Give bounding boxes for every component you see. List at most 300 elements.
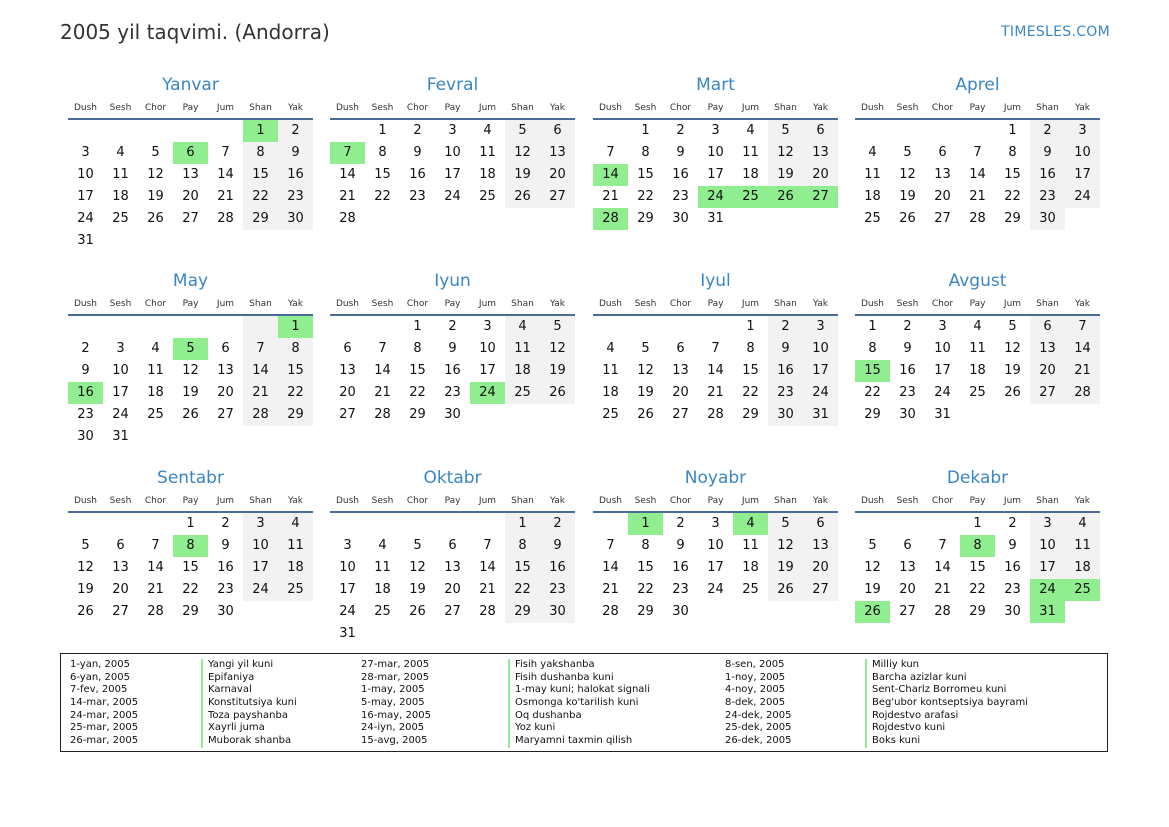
day-cell: 5 [151, 145, 160, 160]
day-cell: 16 [409, 167, 426, 182]
day-cell: 25 [112, 211, 129, 226]
day-cell: 12 [540, 338, 575, 360]
weekday-label: Sesh [371, 299, 394, 309]
day-cell: 8 [868, 341, 877, 356]
day-cell: 23 [77, 407, 94, 422]
weekday-label: Pay [444, 299, 461, 309]
day-cell: 17 [1065, 164, 1100, 186]
weekday-label: Pay [444, 103, 461, 113]
day-cell-empty [768, 601, 803, 623]
day-cell: 2 [540, 513, 575, 535]
day-cell: 22 [374, 189, 391, 204]
weekday-label: Shan [1036, 299, 1059, 309]
day-cell: 21 [374, 385, 391, 400]
day-cell: 12 [505, 142, 540, 164]
day-cell: 14 [707, 363, 724, 378]
day-cell: 12 [1004, 341, 1021, 356]
legend-date: 1-may, 2005 [361, 684, 425, 696]
weekday-label: Sesh [634, 103, 657, 113]
legend-holiday-name: 1-may kuni; halokat signali [508, 684, 650, 697]
day-cell: 16 [278, 164, 313, 186]
day-cell: 10 [1030, 535, 1065, 557]
day-cell: 21 [479, 582, 496, 597]
day-cell: 14 [602, 560, 619, 575]
day-cell: 15 [969, 560, 986, 575]
day-cell: 1 [746, 319, 755, 334]
weekday-label: Shan [774, 103, 797, 113]
legend-holiday-name: Milliy kun [865, 659, 1028, 672]
day-cell-empty [1065, 601, 1100, 623]
day-cell-empty [663, 316, 698, 338]
day-cell: 18 [278, 557, 313, 579]
holiday-day-cell: 26 [855, 601, 890, 623]
day-cell-empty [1030, 404, 1065, 426]
day-cell: 22 [1004, 189, 1021, 204]
day-cell: 10 [803, 338, 838, 360]
day-cell-empty [435, 208, 470, 230]
day-cell: 13 [1030, 338, 1065, 360]
weekday-label: Yak [288, 496, 303, 506]
holiday-day-cell: 25 [733, 186, 768, 208]
day-cell-empty [173, 426, 208, 448]
day-cell: 7 [606, 538, 615, 553]
day-cell: 21 [602, 582, 619, 597]
weekday-header [593, 98, 838, 118]
legend-holiday-name: Toza payshanba [201, 710, 297, 723]
day-cell: 3 [1030, 513, 1065, 535]
holiday-day-cell: 8 [173, 535, 208, 557]
day-cell: 14 [147, 560, 164, 575]
weekday-label: Shan [511, 103, 534, 113]
day-cell: 27 [899, 604, 916, 619]
day-cell: 3 [1065, 120, 1100, 142]
legend-date: 27-mar, 2005 [361, 659, 430, 670]
day-cell: 8 [378, 145, 387, 160]
day-cell: 16 [1030, 164, 1065, 186]
legend-holiday-name: Konstitutsiya kuni [201, 697, 297, 710]
day-cell: 30 [217, 604, 234, 619]
day-cell-empty [243, 230, 278, 252]
day-cell-empty [400, 623, 435, 645]
day-cell: 30 [77, 429, 94, 444]
day-cell: 15 [243, 164, 278, 186]
day-cell: 28 [707, 407, 724, 422]
day-cell: 9 [221, 538, 230, 553]
day-cell: 28 [602, 604, 619, 619]
day-cell: 5 [641, 341, 650, 356]
day-cell: 29 [505, 601, 540, 623]
day-cell: 17 [112, 385, 129, 400]
day-cell-empty [855, 120, 890, 142]
legend-holiday-name: Rojdestvo arafasi [865, 710, 1028, 723]
day-cell: 29 [243, 208, 278, 230]
day-cell: 21 [243, 382, 278, 404]
legend-holiday-name: Karnaval [201, 684, 297, 697]
weekday-label: Shan [249, 496, 272, 506]
weekday-label: Yak [813, 103, 828, 113]
day-cell-empty [890, 120, 925, 142]
day-grid [68, 316, 313, 448]
day-cell: 6 [221, 341, 230, 356]
weekday-label: Jum [741, 299, 760, 309]
day-cell-empty [593, 513, 628, 535]
day-cell: 28 [374, 407, 391, 422]
day-cell: 29 [969, 604, 986, 619]
day-cell: 26 [899, 211, 916, 226]
day-cell: 7 [151, 538, 160, 553]
day-cell-empty [208, 426, 243, 448]
day-cell-empty [243, 316, 278, 338]
day-cell: 17 [77, 189, 94, 204]
weekday-label: Sesh [896, 496, 919, 506]
day-cell-empty [925, 513, 960, 535]
day-cell: 26 [77, 604, 94, 619]
day-cell: 3 [711, 123, 720, 138]
day-cell: 25 [742, 582, 759, 597]
day-cell-empty [540, 404, 575, 426]
legend-holiday-name: Epifaniya [201, 672, 297, 685]
day-cell: 15 [637, 167, 654, 182]
weekday-label: Jum [216, 496, 235, 506]
day-cell: 25 [278, 579, 313, 601]
day-cell: 23 [1030, 186, 1065, 208]
holiday-day-cell: 4 [733, 513, 768, 535]
day-cell: 19 [899, 189, 916, 204]
day-cell: 3 [343, 538, 352, 553]
weekday-label: Chor [406, 299, 429, 309]
day-cell: 1 [378, 123, 387, 138]
day-cell: 31 [112, 429, 129, 444]
day-cell-empty [173, 316, 208, 338]
day-cell: 8 [641, 145, 650, 160]
weekday-label: Dush [335, 496, 360, 506]
day-cell: 22 [864, 385, 881, 400]
month-name: Aprel [955, 75, 1000, 95]
day-grid [593, 513, 838, 623]
weekday-label: Jum [1003, 103, 1022, 113]
day-cell: 22 [637, 189, 654, 204]
weekday-label: Dush [860, 299, 885, 309]
month-name: Avgust [948, 271, 1007, 291]
day-cell: 25 [479, 189, 496, 204]
weekday-label: Chor [144, 496, 167, 506]
day-cell: 2 [278, 120, 313, 142]
day-cell: 27 [803, 579, 838, 601]
weekday-label: Sesh [109, 299, 132, 309]
day-cell: 29 [182, 604, 199, 619]
day-cell: 9 [676, 145, 685, 160]
day-cell: 22 [409, 385, 426, 400]
day-cell: 16 [768, 360, 803, 382]
day-cell-empty [173, 120, 208, 142]
day-cell: 27 [934, 211, 951, 226]
day-cell: 14 [339, 167, 356, 182]
day-cell: 9 [413, 145, 422, 160]
day-cell: 1 [868, 319, 877, 334]
month-oktabr [330, 467, 575, 645]
legend-dates-2 [361, 659, 431, 748]
day-cell: 8 [243, 142, 278, 164]
day-cell: 13 [672, 363, 689, 378]
day-cell: 11 [479, 145, 496, 160]
day-cell-empty [505, 623, 540, 645]
weekday-label: Shan [511, 496, 534, 506]
day-grid [330, 513, 575, 645]
day-cell-empty [628, 316, 663, 338]
day-cell: 20 [899, 582, 916, 597]
day-cell: 21 [147, 582, 164, 597]
day-cell: 31 [934, 407, 951, 422]
weekday-label: Yak [1075, 496, 1090, 506]
day-cell: 26 [147, 211, 164, 226]
day-cell: 11 [602, 363, 619, 378]
day-cell: 11 [742, 538, 759, 553]
weekday-label: Shan [774, 299, 797, 309]
weekday-label: Dush [335, 103, 360, 113]
day-cell: 8 [1008, 145, 1017, 160]
day-cell-empty [925, 120, 960, 142]
weekday-label: Shan [1036, 103, 1059, 113]
legend-holiday-name: Rojdestvo kuni [865, 722, 1028, 735]
day-cell: 23 [672, 582, 689, 597]
day-cell: 25 [864, 211, 881, 226]
day-cell: 14 [374, 363, 391, 378]
day-cell: 30 [1030, 208, 1065, 230]
weekday-header [68, 98, 313, 118]
day-cell: 19 [77, 582, 94, 597]
day-cell-empty [1065, 404, 1100, 426]
day-cell: 6 [676, 341, 685, 356]
day-cell-empty [733, 208, 768, 230]
weekday-label: Chor [931, 496, 954, 506]
day-cell-empty [278, 601, 313, 623]
day-cell: 23 [409, 189, 426, 204]
day-cell-empty [365, 623, 400, 645]
weekday-label: Dush [335, 299, 360, 309]
day-cell: 23 [540, 579, 575, 601]
day-cell: 23 [899, 385, 916, 400]
day-cell-empty [278, 230, 313, 252]
day-cell-empty [470, 623, 505, 645]
day-cell: 21 [934, 582, 951, 597]
day-cell: 13 [540, 142, 575, 164]
day-cell: 5 [903, 145, 912, 160]
day-cell: 27 [112, 604, 129, 619]
legend-holiday-name: Maryamni taxmin qilish [508, 735, 650, 748]
day-cell: 15 [742, 363, 759, 378]
day-cell: 13 [803, 535, 838, 557]
day-cell: 2 [676, 123, 685, 138]
day-cell: 10 [707, 538, 724, 553]
day-cell-empty [435, 623, 470, 645]
holiday-day-cell: 24 [470, 382, 505, 404]
day-grid [593, 316, 838, 426]
legend-date: 24-iyn, 2005 [361, 722, 425, 734]
day-cell: 13 [803, 142, 838, 164]
legend-dates-3 [725, 659, 791, 748]
day-cell: 4 [746, 123, 755, 138]
holiday-day-cell: 1 [628, 513, 663, 535]
day-cell: 9 [1030, 142, 1065, 164]
weekday-label: Sesh [896, 103, 919, 113]
holiday-day-cell: 8 [960, 535, 995, 557]
legend-date: 6-yan, 2005 [70, 671, 130, 683]
day-cell: 8 [641, 538, 650, 553]
day-cell: 15 [1004, 167, 1021, 182]
day-cell: 7 [606, 145, 615, 160]
day-cell: 3 [711, 516, 720, 531]
day-grid [330, 120, 575, 230]
day-cell: 10 [444, 145, 461, 160]
day-cell: 21 [1065, 360, 1100, 382]
legend-dates-1 [70, 659, 138, 748]
day-cell: 22 [278, 382, 313, 404]
day-cell: 29 [742, 407, 759, 422]
day-cell: 18 [479, 167, 496, 182]
weekday-label: Pay [182, 103, 199, 113]
day-cell: 10 [934, 341, 951, 356]
day-cell-empty [103, 513, 138, 535]
day-cell: 4 [505, 316, 540, 338]
day-cell: 30 [278, 208, 313, 230]
weekday-label: Chor [669, 103, 692, 113]
weekday-label: Sesh [371, 103, 394, 113]
day-cell: 24 [112, 407, 129, 422]
day-cell: 11 [742, 145, 759, 160]
weekday-label: Jum [1003, 299, 1022, 309]
day-cell: 25 [374, 604, 391, 619]
weekday-header [330, 491, 575, 511]
day-cell: 9 [540, 535, 575, 557]
day-cell: 16 [540, 557, 575, 579]
legend-date: 1-noy, 2005 [725, 671, 786, 683]
day-cell: 13 [899, 560, 916, 575]
weekday-label: Pay [707, 103, 724, 113]
day-cell-empty [890, 513, 925, 535]
day-cell: 9 [448, 341, 457, 356]
day-cell: 25 [147, 407, 164, 422]
legend-date: 4-noy, 2005 [725, 684, 786, 696]
day-cell: 4 [973, 319, 982, 334]
day-cell: 7 [221, 145, 230, 160]
legend-holiday-name: Oq dushanba [508, 710, 650, 723]
holiday-day-cell: 15 [855, 360, 890, 382]
day-cell: 5 [768, 513, 803, 535]
weekday-label: Yak [813, 496, 828, 506]
day-cell: 10 [77, 167, 94, 182]
day-cell: 29 [637, 604, 654, 619]
day-cell-empty [208, 120, 243, 142]
day-cell-empty [243, 601, 278, 623]
day-cell: 6 [803, 513, 838, 535]
holiday-day-cell: 7 [330, 142, 365, 164]
month-iyun [330, 270, 575, 426]
month-name: May [172, 271, 209, 291]
day-cell: 26 [637, 407, 654, 422]
weekday-label: Chor [144, 103, 167, 113]
day-cell: 4 [378, 538, 387, 553]
weekday-label: Chor [931, 299, 954, 309]
day-cell: 19 [409, 582, 426, 597]
weekday-label: Jum [478, 496, 497, 506]
day-cell: 26 [409, 604, 426, 619]
day-cell-empty [278, 426, 313, 448]
day-cell: 1 [973, 516, 982, 531]
weekday-label: Yak [288, 103, 303, 113]
day-cell: 9 [768, 338, 803, 360]
day-cell: 18 [1065, 557, 1100, 579]
day-grid [330, 316, 575, 426]
day-cell: 24 [1065, 186, 1100, 208]
month-yanvar [68, 74, 313, 252]
day-cell: 28 [1065, 382, 1100, 404]
day-cell: 7 [938, 538, 947, 553]
day-cell: 31 [339, 626, 356, 641]
month-name: Yanvar [162, 75, 219, 95]
legend-date: 8-sen, 2005 [725, 659, 785, 670]
day-cell-empty [103, 120, 138, 142]
weekday-label: Pay [182, 299, 199, 309]
day-cell: 3 [938, 319, 947, 334]
day-cell: 22 [637, 582, 654, 597]
month-name: Dekabr [946, 468, 1009, 488]
day-cell: 30 [672, 211, 689, 226]
day-grid [855, 513, 1100, 623]
day-cell: 8 [746, 341, 755, 356]
day-cell: 2 [81, 341, 90, 356]
day-cell: 5 [81, 538, 90, 553]
day-cell: 1 [1008, 123, 1017, 138]
day-cell: 19 [182, 385, 199, 400]
day-cell: 5 [540, 316, 575, 338]
holiday-legend [60, 653, 1108, 752]
day-cell: 21 [602, 189, 619, 204]
day-cell: 12 [147, 167, 164, 182]
weekday-header [593, 294, 838, 314]
legend-names-1 [201, 659, 297, 748]
legend-date: 16-may, 2005 [361, 709, 431, 721]
brand-link[interactable]: TIMESLES.COM [1001, 24, 1110, 40]
day-cell-empty [243, 426, 278, 448]
day-cell: 11 [278, 535, 313, 557]
day-cell-empty [540, 623, 575, 645]
page-title: 2005 yil taqvimi. (Andorra) [60, 20, 330, 44]
day-cell-empty [995, 404, 1030, 426]
day-cell: 25 [602, 407, 619, 422]
weekday-label: Yak [550, 299, 565, 309]
weekday-label: Sesh [109, 103, 132, 113]
day-cell: 20 [540, 164, 575, 186]
day-cell: 18 [742, 560, 759, 575]
day-grid [68, 513, 313, 623]
day-cell: 26 [540, 382, 575, 404]
day-cell: 4 [116, 145, 125, 160]
day-cell: 2 [768, 316, 803, 338]
day-cell: 2 [1008, 516, 1017, 531]
day-cell: 14 [1065, 338, 1100, 360]
day-cell: 17 [707, 560, 724, 575]
legend-date: 24-mar, 2005 [70, 709, 139, 721]
day-cell: 2 [448, 319, 457, 334]
day-cell: 20 [672, 385, 689, 400]
day-cell-empty [768, 208, 803, 230]
day-cell: 9 [676, 538, 685, 553]
day-cell: 1 [413, 319, 422, 334]
day-cell: 3 [483, 319, 492, 334]
legend-names-2 [508, 659, 650, 748]
day-cell: 15 [637, 560, 654, 575]
day-cell: 17 [444, 167, 461, 182]
